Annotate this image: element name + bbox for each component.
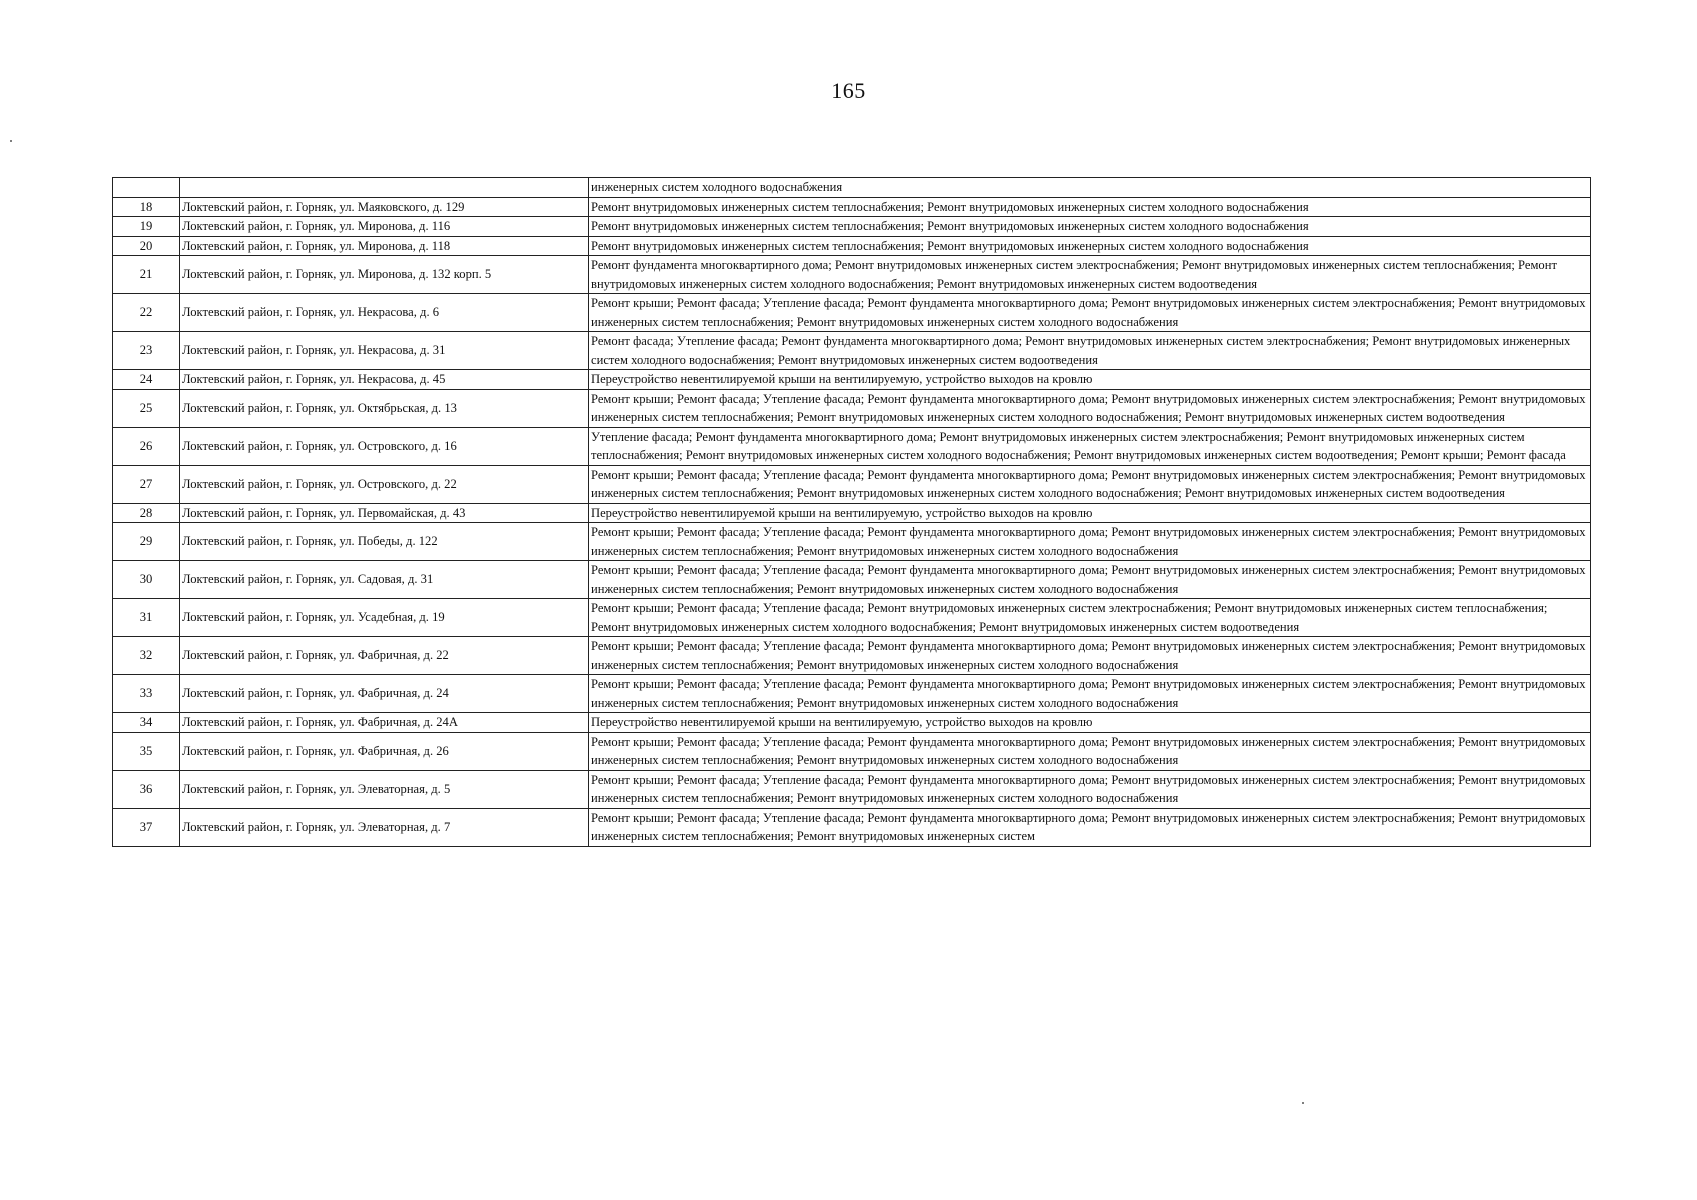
table-row — [113, 332, 1591, 370]
table-row — [113, 370, 1591, 390]
table-row — [113, 523, 1591, 561]
address-cell: Локтевский район, г. Горняк, ул. Победы, д. 122 — [180, 523, 589, 561]
table-row — [113, 217, 1591, 237]
table-row — [113, 197, 1591, 217]
table-row — [113, 389, 1591, 427]
table-row — [113, 808, 1591, 846]
row-number-cell: 26 — [113, 427, 180, 465]
work-description-cell: Переустройство невентилируемой крыши на вентилируемую, устройство выходов на кровлю — [589, 503, 1591, 523]
work-description-cell: Ремонт крыши; Ремонт фасада; Утепление фасада; Ремонт фундамента многоквартирного дома; Ремонт внутридомовых инженерных систем электроснабжения; Ремонт внутридомовых инженерных систем теплоснабжения; Ремонт внутридомовых инженерных систем холодного водоснабжения; Ремонт внутридомовых инженерных систем водоотведения — [589, 465, 1591, 503]
registry-body — [113, 178, 1591, 847]
address-cell: Локтевский район, г. Горняк, ул. Элеваторная, д. 7 — [180, 808, 589, 846]
address-cell: Локтевский район, г. Горняк, ул. Миронова, д. 132 корп. 5 — [180, 256, 589, 294]
address-cell: Локтевский район, г. Горняк, ул. Островского, д. 22 — [180, 465, 589, 503]
work-description-cell: Ремонт крыши; Ремонт фасада; Утепление фасада; Ремонт фундамента многоквартирного дома; Ремонт внутридомовых инженерных систем электроснабжения; Ремонт внутридомовых инженерных систем теплоснабжения; Ремонт внутридомовых инженерных систем холодного водоснабжения — [589, 523, 1591, 561]
table-row — [113, 675, 1591, 713]
row-number-cell: 35 — [113, 732, 180, 770]
address-cell: Локтевский район, г. Горняк, ул. Некрасова, д. 31 — [180, 332, 589, 370]
row-number-cell: 20 — [113, 236, 180, 256]
row-number-cell: 37 — [113, 808, 180, 846]
work-description-cell: Ремонт крыши; Ремонт фасада; Утепление фасада; Ремонт фундамента многоквартирного дома; Ремонт внутридомовых инженерных систем электроснабжения; Ремонт внутридомовых инженерных систем теплоснабжения; Ремонт внутридомовых инженерных систем холодного водоснабжения — [589, 675, 1591, 713]
scan-speck — [1302, 1102, 1304, 1104]
work-description-cell: Ремонт внутридомовых инженерных систем теплоснабжения; Ремонт внутридомовых инженерных систем холодного водоснабжения — [589, 217, 1591, 237]
row-number-cell: 21 — [113, 256, 180, 294]
table-row — [113, 599, 1591, 637]
row-number-cell — [113, 178, 180, 198]
row-number-cell: 25 — [113, 389, 180, 427]
row-number-cell: 31 — [113, 599, 180, 637]
table-row — [113, 732, 1591, 770]
work-description-cell: Ремонт крыши; Ремонт фасада; Утепление фасада; Ремонт фундамента многоквартирного дома; Ремонт внутридомовых инженерных систем электроснабжения; Ремонт внутридомовых инженерных систем теплоснабжения; Ремонт внутридомовых инженерных систем холодного водоснабжения; Ремонт внутридомовых инженерных систем водоотведения — [589, 389, 1591, 427]
table-row — [113, 427, 1591, 465]
work-description-cell: Ремонт крыши; Ремонт фасада; Утепление фасада; Ремонт фундамента многоквартирного дома; Ремонт внутридомовых инженерных систем электроснабжения; Ремонт внутридомовых инженерных систем теплоснабжения; Ремонт внутридомовых инженерных систем холодного водоснабжения — [589, 637, 1591, 675]
row-number-cell: 33 — [113, 675, 180, 713]
work-description-cell: Ремонт крыши; Ремонт фасада; Утепление фасада; Ремонт фундамента многоквартирного дома; Ремонт внутридомовых инженерных систем электроснабжения; Ремонт внутридомовых инженерных систем теплоснабжения; Ремонт внутридомовых инженерных систем холодного водоснабжения — [589, 732, 1591, 770]
row-number-cell: 29 — [113, 523, 180, 561]
address-cell: Локтевский район, г. Горняк, ул. Островского, д. 16 — [180, 427, 589, 465]
table-row — [113, 713, 1591, 733]
work-description-cell: Ремонт крыши; Ремонт фасада; Утепление фасада; Ремонт фундамента многоквартирного дома; Ремонт внутридомовых инженерных систем электроснабжения; Ремонт внутридомовых инженерных систем теплоснабжения; Ремонт внутридомовых инженерных систем — [589, 808, 1591, 846]
address-cell: Локтевский район, г. Горняк, ул. Некрасова, д. 45 — [180, 370, 589, 390]
address-cell: Локтевский район, г. Горняк, ул. Миронова, д. 118 — [180, 236, 589, 256]
work-description-cell: Ремонт крыши; Ремонт фасада; Утепление фасада; Ремонт фундамента многоквартирного дома; Ремонт внутридомовых инженерных систем электроснабжения; Ремонт внутридомовых инженерных систем теплоснабжения; Ремонт внутридомовых инженерных систем холодного водоснабжения — [589, 770, 1591, 808]
work-description-cell: Ремонт крыши; Ремонт фасада; Утепление фасада; Ремонт фундамента многоквартирного дома; Ремонт внутридомовых инженерных систем электроснабжения; Ремонт внутридомовых инженерных систем теплоснабжения; Ремонт внутридомовых инженерных систем холодного водоснабжения — [589, 561, 1591, 599]
table-row — [113, 637, 1591, 675]
address-cell: Локтевский район, г. Горняк, ул. Октябрьская, д. 13 — [180, 389, 589, 427]
work-description-cell: Переустройство невентилируемой крыши на вентилируемую, устройство выходов на кровлю — [589, 370, 1591, 390]
table-row — [113, 256, 1591, 294]
row-number-cell: 24 — [113, 370, 180, 390]
row-number-cell: 32 — [113, 637, 180, 675]
table-row — [113, 294, 1591, 332]
scan-speck — [10, 140, 12, 142]
work-description-cell: Ремонт внутридомовых инженерных систем теплоснабжения; Ремонт внутридомовых инженерных систем холодного водоснабжения — [589, 197, 1591, 217]
work-description-cell: Утепление фасада; Ремонт фундамента многоквартирного дома; Ремонт внутридомовых инженерных систем электроснабжения; Ремонт внутридомовых инженерных систем теплоснабжения; Ремонт внутридомовых инженерных систем холодного водоснабжения; Ремонт внутридомовых инженерных систем водоотведения; Ремонт крыши; Ремонт фасада — [589, 427, 1591, 465]
address-cell — [180, 178, 589, 198]
work-description-cell: Ремонт крыши; Ремонт фасада; Утепление фасада; Ремонт внутридомовых инженерных систем электроснабжения; Ремонт внутридомовых инженерных систем теплоснабжения; Ремонт внутридомовых инженерных систем холодного водоснабжения; Ремонт внутридомовых инженерных систем водоотведения — [589, 599, 1591, 637]
row-number-cell: 34 — [113, 713, 180, 733]
row-number-cell: 28 — [113, 503, 180, 523]
address-cell: Локтевский район, г. Горняк, ул. Садовая, д. 31 — [180, 561, 589, 599]
address-cell: Локтевский район, г. Горняк, ул. Миронова, д. 116 — [180, 217, 589, 237]
table-row — [113, 236, 1591, 256]
work-description-cell: Ремонт фундамента многоквартирного дома; Ремонт внутридомовых инженерных систем электроснабжения; Ремонт внутридомовых инженерных систем теплоснабжения; Ремонт внутридомовых инженерных систем холодного водоснабжения; Ремонт внутридомовых инженерных систем водоотведения — [589, 256, 1591, 294]
address-cell: Локтевский район, г. Горняк, ул. Фабричная, д. 24А — [180, 713, 589, 733]
address-cell: Локтевский район, г. Горняк, ул. Некрасова, д. 6 — [180, 294, 589, 332]
page-number: 165 — [831, 78, 866, 103]
table-row — [113, 465, 1591, 503]
work-description-cell: Ремонт крыши; Ремонт фасада; Утепление фасада; Ремонт фундамента многоквартирного дома; Ремонт внутридомовых инженерных систем электроснабжения; Ремонт внутридомовых инженерных систем теплоснабжения; Ремонт внутридомовых инженерных систем холодного водоснабжения — [589, 294, 1591, 332]
work-description-cell: Ремонт внутридомовых инженерных систем теплоснабжения; Ремонт внутридомовых инженерных систем холодного водоснабжения — [589, 236, 1591, 256]
address-cell: Локтевский район, г. Горняк, ул. Первомайская, д. 43 — [180, 503, 589, 523]
table-row — [113, 561, 1591, 599]
row-number-cell: 30 — [113, 561, 180, 599]
row-number-cell: 18 — [113, 197, 180, 217]
address-cell: Локтевский район, г. Горняк, ул. Элеваторная, д. 5 — [180, 770, 589, 808]
row-number-cell: 19 — [113, 217, 180, 237]
repair-registry-table — [112, 177, 1591, 847]
work-description-cell: Ремонт фасада; Утепление фасада; Ремонт фундамента многоквартирного дома; Ремонт внутридомовых инженерных систем электроснабжения; Ремонт внутридомовых инженерных систем холодного водоснабжения; Ремонт внутридомовых инженерных систем водоотведения — [589, 332, 1591, 370]
address-cell: Локтевский район, г. Горняк, ул. Усадебная, д. 19 — [180, 599, 589, 637]
table-row — [113, 178, 1591, 198]
address-cell: Локтевский район, г. Горняк, ул. Фабричная, д. 26 — [180, 732, 589, 770]
row-number-cell: 23 — [113, 332, 180, 370]
address-cell: Локтевский район, г. Горняк, ул. Фабричная, д. 22 — [180, 637, 589, 675]
address-cell: Локтевский район, г. Горняк, ул. Фабричная, д. 24 — [180, 675, 589, 713]
work-description-cell: инженерных систем холодного водоснабжения — [589, 178, 1591, 198]
row-number-cell: 27 — [113, 465, 180, 503]
table-row — [113, 503, 1591, 523]
work-description-cell: Переустройство невентилируемой крыши на вентилируемую, устройство выходов на кровлю — [589, 713, 1591, 733]
row-number-cell: 36 — [113, 770, 180, 808]
table-row — [113, 770, 1591, 808]
row-number-cell: 22 — [113, 294, 180, 332]
address-cell: Локтевский район, г. Горняк, ул. Маяковского, д. 129 — [180, 197, 589, 217]
